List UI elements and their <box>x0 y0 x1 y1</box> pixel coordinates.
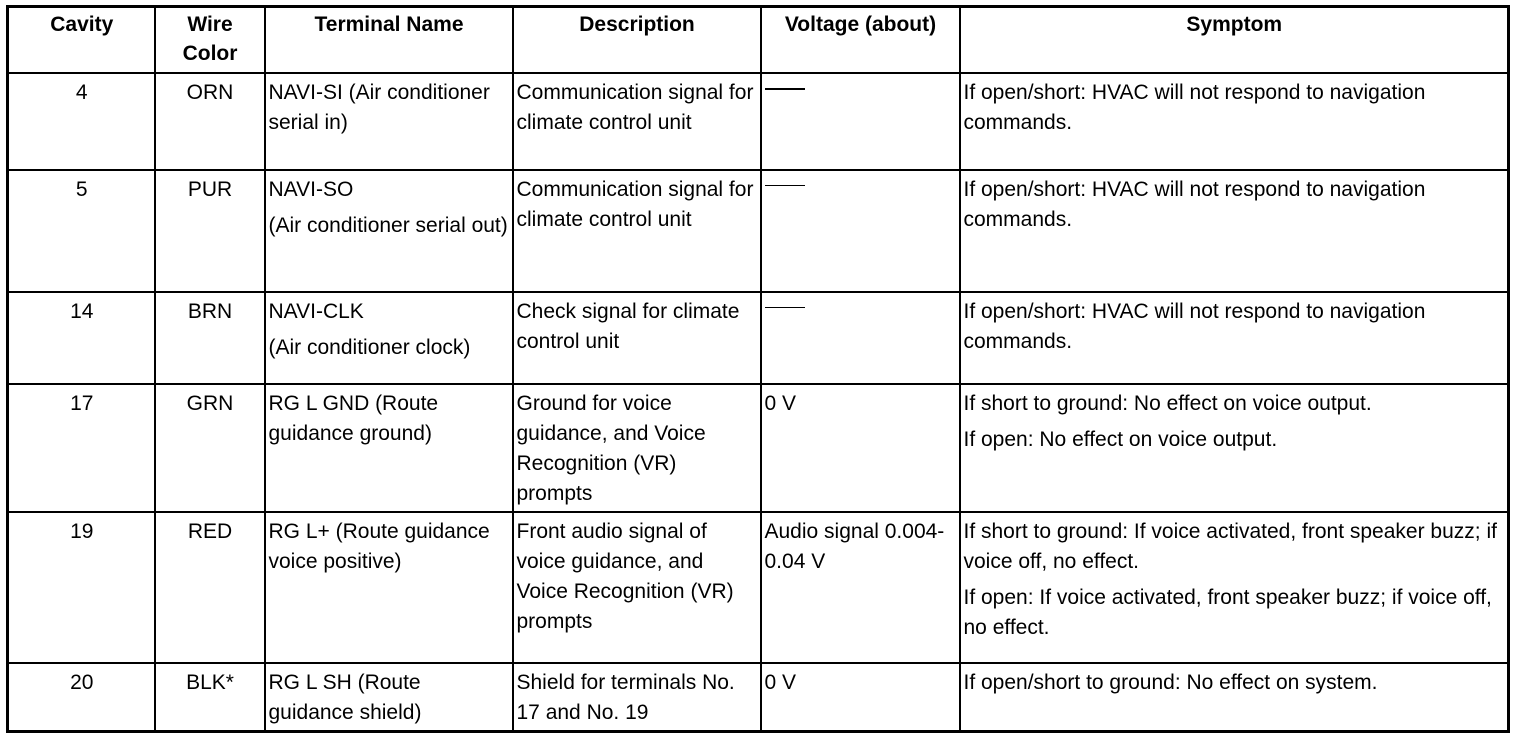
cell-terminal-name <box>265 384 513 512</box>
cell-wire-color: BLK* <box>155 663 265 732</box>
cell-description: Ground for voice guidance, and Voice Recognition (VR) prompts <box>513 384 761 512</box>
cell-description: Shield for terminals No. 17 and No. 19 <box>513 663 761 732</box>
cell-cavity: 5 <box>8 170 155 292</box>
terminal-name-subtext: (Air conditioner clock) <box>268 335 471 359</box>
symptom-text: If open: If voice activated, front speaker buzz; if voice off, no effect. <box>963 585 1492 639</box>
cell-voltage <box>761 170 960 292</box>
cell-cavity: 4 <box>8 73 155 170</box>
symptom-text: If short to ground: No effect on voice output. <box>963 391 1372 415</box>
symptom-text: If open/short: HVAC will not respond to navigation commands. <box>963 299 1426 353</box>
terminal-name-text: NAVI-CLK <box>268 299 364 323</box>
table-row <box>8 170 1509 292</box>
symptom-text: If open/short: HVAC will not respond to navigation commands. <box>963 177 1426 231</box>
symptom-text: If open/short: HVAC will not respond to navigation commands. <box>963 80 1426 134</box>
cell-symptom <box>960 73 1509 170</box>
cell-cavity: 17 <box>8 384 155 512</box>
terminal-name-text: NAVI-SI (Air conditioner serial in) <box>268 80 490 134</box>
table-row <box>8 73 1509 170</box>
table-row <box>8 292 1509 384</box>
cell-wire-color: BRN <box>155 292 265 384</box>
cell-cavity: 14 <box>8 292 155 384</box>
voltage-dash <box>765 88 805 90</box>
terminal-name-text: RG L SH (Route guidance shield) <box>268 670 422 724</box>
cell-description: Check signal for climate control unit <box>513 292 761 384</box>
cell-symptom <box>960 384 1509 512</box>
terminal-name-text: RG L GND (Route guidance ground) <box>268 391 439 445</box>
cell-description: Communication signal for climate control unit <box>513 73 761 170</box>
header-terminal-name: Terminal Name <box>265 7 513 73</box>
table-row <box>8 384 1509 512</box>
cell-symptom <box>960 292 1509 384</box>
header-voltage: Voltage (about) <box>761 7 960 73</box>
cell-voltage: 0 V <box>761 663 960 732</box>
voltage-dash <box>765 185 805 186</box>
voltage-dash <box>765 307 805 308</box>
cell-voltage <box>761 73 960 170</box>
header-cavity: Cavity <box>8 7 155 73</box>
cell-wire-color: RED <box>155 512 265 663</box>
cell-terminal-name <box>265 73 513 170</box>
terminal-name-subtext: (Air conditioner serial out) <box>268 213 508 237</box>
cell-description: Front audio signal of voice guidance, and Voice Recognition (VR) prompts <box>513 512 761 663</box>
cell-terminal-name <box>265 170 513 292</box>
table-row <box>8 663 1509 732</box>
cell-terminal-name <box>265 512 513 663</box>
cell-voltage: 0 V <box>761 384 960 512</box>
header-symptom: Symptom <box>960 7 1509 73</box>
header-row <box>8 7 1509 73</box>
cell-terminal-name <box>265 663 513 732</box>
cell-description: Communication signal for climate control unit <box>513 170 761 292</box>
symptom-text: If open/short to ground: No effect on system. <box>963 670 1378 694</box>
cell-voltage: Audio signal 0.004-0.04 V <box>761 512 960 663</box>
table-row <box>8 512 1509 663</box>
cell-cavity: 20 <box>8 663 155 732</box>
terminal-table <box>6 5 1510 733</box>
cell-symptom <box>960 663 1509 732</box>
terminal-name-text: NAVI-SO <box>268 177 354 201</box>
cell-wire-color: GRN <box>155 384 265 512</box>
cell-wire-color: ORN <box>155 73 265 170</box>
cell-symptom <box>960 512 1509 663</box>
symptom-text: If open: No effect on voice output. <box>963 427 1278 451</box>
cell-terminal-name <box>265 292 513 384</box>
symptom-text: If short to ground: If voice activated, front speaker buzz; if voice off, no effect. <box>963 519 1497 573</box>
cell-symptom <box>960 170 1509 292</box>
cell-voltage <box>761 292 960 384</box>
terminal-name-text: RG L+ (Route guidance voice positive) <box>268 519 490 573</box>
cell-wire-color: PUR <box>155 170 265 292</box>
header-description: Description <box>513 7 761 73</box>
header-wire-color: Wire Color <box>155 7 265 73</box>
cell-cavity: 19 <box>8 512 155 663</box>
